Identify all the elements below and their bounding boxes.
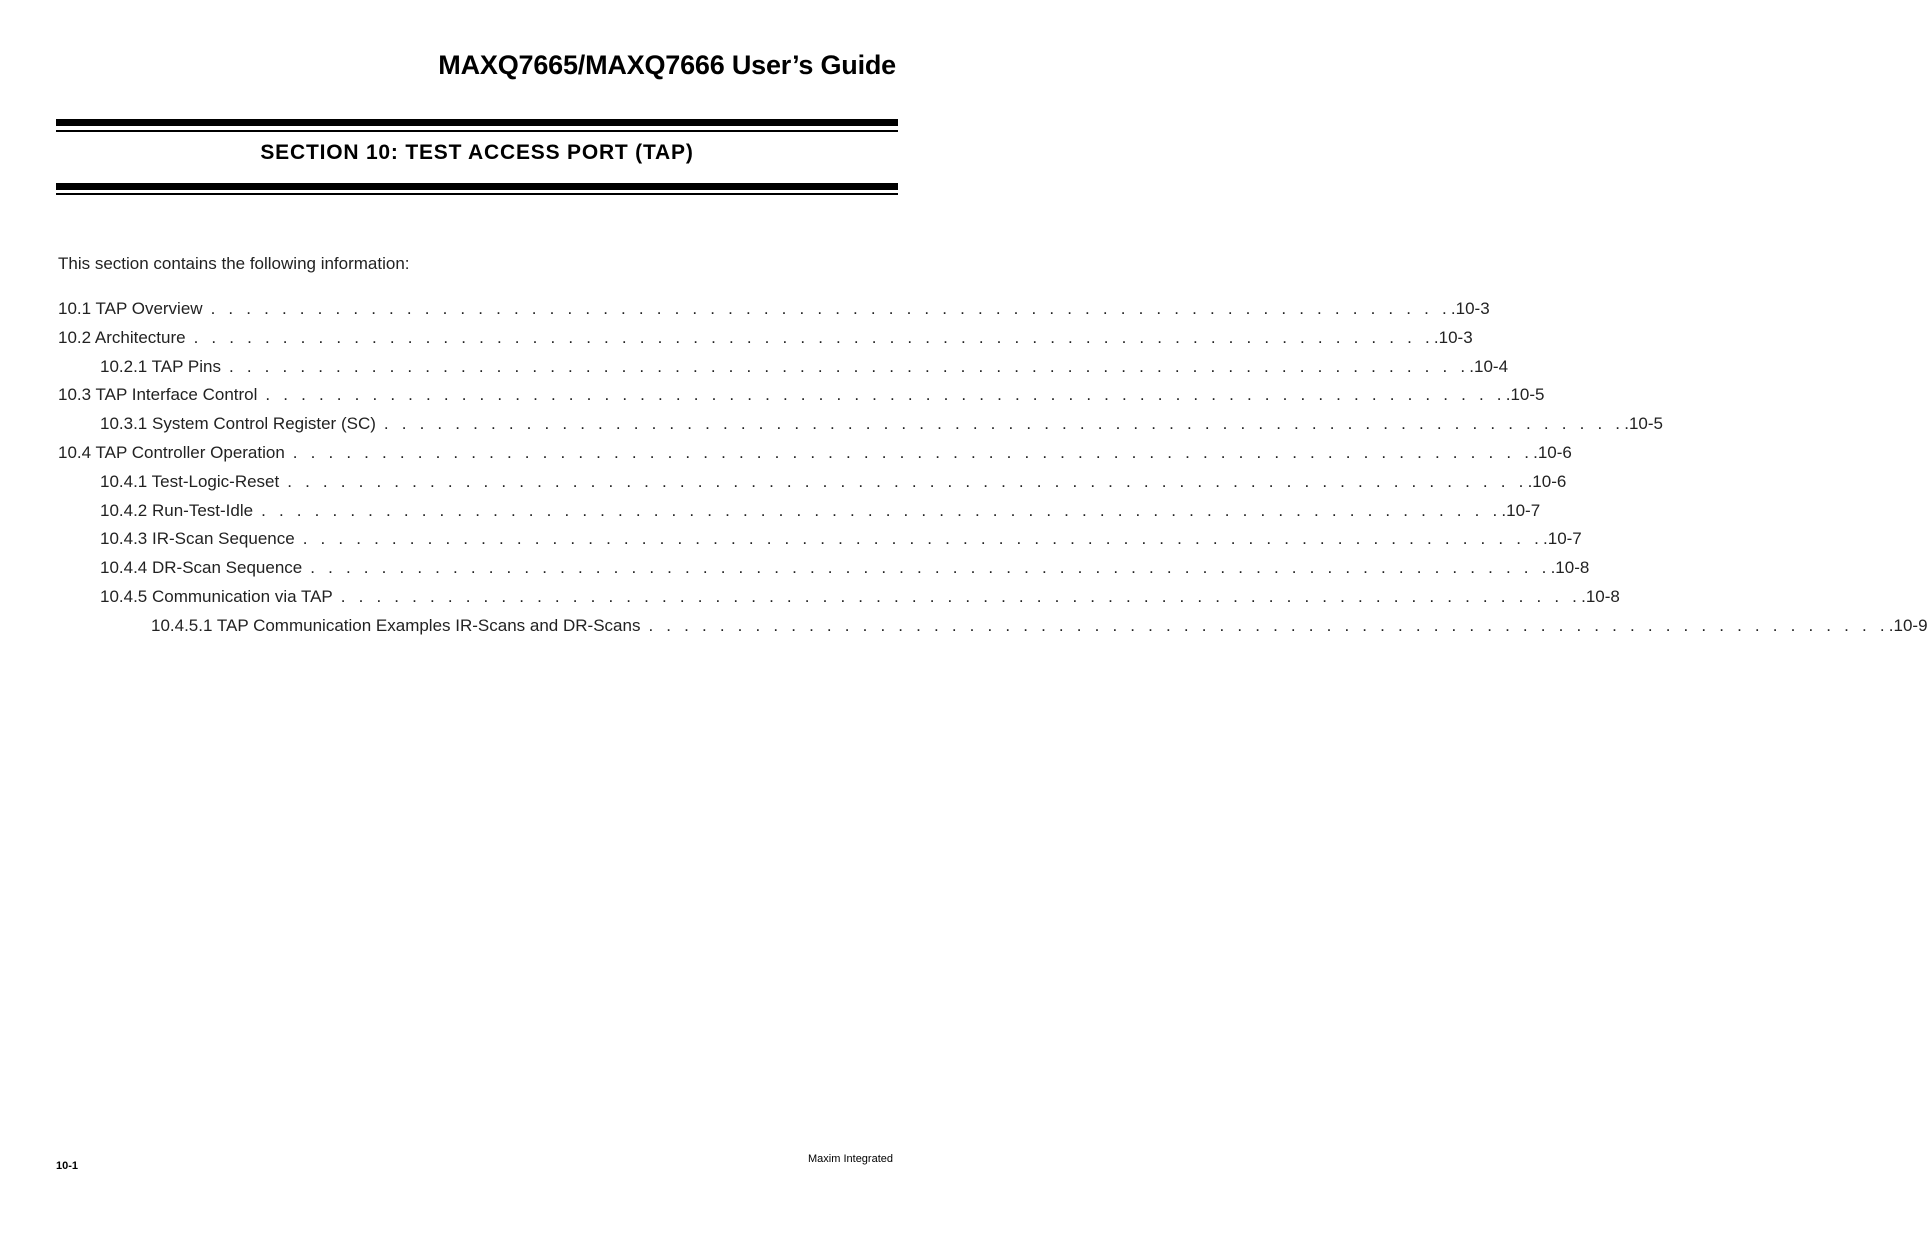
toc-entry-10-1[interactable]: [58, 299, 1490, 328]
toc-entry-page: .10-7: [1501, 500, 1541, 520]
toc-dot-leader: . . . . . . . . . . . . . . . . . . . . . . . . . . . . . . . . . . . . . . . . . . . . . . . . . . . . . . . . . . . . . . . . . . . . . .: [648, 615, 1889, 635]
heading-rule-top-thick: [56, 119, 898, 126]
heading-rule-bottom-thin: [56, 193, 898, 195]
table-of-contents: [58, 299, 1928, 645]
toc-dot-leader: . . . . . . . . . . . . . . . . . . . . . . . . . . . . . . . . . . . . . . . . . . . . . . . . . . . . . . . . . . . . . . . . . . . . . .: [340, 586, 1582, 606]
footer-page-number: 10-1: [56, 1160, 79, 1172]
toc-dot-leader: . . . . . . . . . . . . . . . . . . . . . . . . . . . . . . . . . . . . . . . . . . . . . . . . . . . . . . . . . . . . . . . . . . . . . .: [287, 471, 1528, 491]
toc-dot-leader: . . . . . . . . . . . . . . . . . . . . . . . . . . . . . . . . . . . . . . . . . . . . . . . . . . . . . . . . . . . . . . . . . . . . . .: [210, 299, 1451, 318]
toc-entry-label: 10.4 TAP Controller Operation: [58, 442, 285, 462]
toc-entry-10-4-5[interactable]: [58, 586, 1620, 616]
toc-entry-page: .10-5: [1505, 385, 1545, 405]
toc-entry-label: 10.4.5 Communication via TAP: [100, 586, 333, 606]
toc-entry-label: 10.4.4 DR-Scan Sequence: [100, 558, 303, 578]
footer-company: Maxim Integrated: [808, 1153, 893, 1165]
toc-dot-leader: . . . . . . . . . . . . . . . . . . . . . . . . . . . . . . . . . . . . . . . . . . . . . . . . . . . . . . . . . . . . . . . . . . . . . .: [261, 500, 1502, 520]
toc-dot-leader: . . . . . . . . . . . . . . . . . . . . . . . . . . . . . . . . . . . . . . . . . . . . . . . . . . . . . . . . . . . . . . . . . . . . . .: [228, 356, 1470, 376]
toc-entry-page: .10-6: [1533, 442, 1572, 462]
toc-entry-label: 10.4.2 Run-Test-Idle: [100, 500, 254, 520]
toc-entry-page: .10-7: [1543, 529, 1582, 549]
toc-entry-10-3-1[interactable]: [58, 414, 1663, 443]
toc-entry-page: .10-8: [1550, 558, 1590, 578]
toc-entry-10-4[interactable]: [58, 442, 1572, 472]
toc-entry-label: 10.3 TAP Interface Control: [58, 385, 258, 405]
heading-rule-top-thin: [56, 130, 898, 132]
toc-entry-label: 10.4.1 Test-Logic-Reset: [100, 471, 280, 491]
toc-entry-10-3[interactable]: [58, 385, 1545, 414]
toc-dot-leader: . . . . . . . . . . . . . . . . . . . . . . . . . . . . . . . . . . . . . . . . . . . . . . . . . . . . . . . . . . . . . . . . . . . . . .: [310, 558, 1551, 578]
toc-dot-leader: . . . . . . . . . . . . . . . . . . . . . . . . . . . . . . . . . . . . . . . . . . . . . . . . . . . . . . . . . . . . . . . . . . . . . .: [302, 529, 1544, 549]
document-title: MAXQ7665/MAXQ7666 User’s Guide: [438, 50, 896, 80]
toc-dot-leader: . . . . . . . . . . . . . . . . . . . . . . . . . . . . . . . . . . . . . . . . . . . . . . . . . . . . . . . . . . . . . . . . . . . . . .: [383, 414, 1625, 434]
toc-dot-leader: . . . . . . . . . . . . . . . . . . . . . . . . . . . . . . . . . . . . . . . . . . . . . . . . . . . . . . . . . . . . . . . . . . . . . .: [265, 385, 1506, 405]
toc-entry-10-2[interactable]: [58, 327, 1473, 357]
toc-entry-label: 10.2 Architecture: [58, 327, 186, 347]
toc-entry-10-2-1[interactable]: [58, 356, 1509, 386]
section-heading: SECTION 10: TEST ACCESS PORT (TAP): [260, 141, 694, 164]
toc-entry-label: 10.1 TAP Overview: [58, 299, 203, 318]
toc-entry-page: .10-9: [1888, 615, 1928, 635]
toc-entry-page: .10-8: [1581, 586, 1620, 606]
toc-entry-page: .10-3: [1433, 327, 1473, 347]
toc-entry-10-4-3[interactable]: [58, 529, 1582, 558]
toc-entry-page: .10-6: [1527, 471, 1567, 491]
toc-entry-10-4-2[interactable]: [58, 500, 1541, 530]
toc-entry-label: 10.4.5.1 TAP Communication Examples IR-Scans and DR-Scans: [151, 615, 641, 635]
toc-entry-label: 10.4.3 IR-Scan Sequence: [100, 529, 295, 549]
heading-rule-bottom-thick: [56, 183, 898, 190]
toc-dot-leader: . . . . . . . . . . . . . . . . . . . . . . . . . . . . . . . . . . . . . . . . . . . . . . . . . . . . . . . . . . . . . . . . . . . . . .: [193, 327, 1434, 347]
toc-entry-10-4-5-1[interactable]: [58, 615, 1928, 645]
toc-entry-10-4-1[interactable]: [58, 471, 1567, 501]
toc-entry-page: .10-3: [1450, 299, 1490, 318]
intro-text: This section contains the following information:: [58, 254, 410, 273]
toc-entry-label: 10.3.1 System Control Register (SC): [100, 414, 376, 434]
toc-entry-page: .10-5: [1624, 414, 1663, 434]
toc-entry-page: .10-4: [1469, 356, 1509, 376]
toc-entry-label: 10.2.1 TAP Pins: [100, 356, 221, 376]
toc-entry-10-4-4[interactable]: [58, 558, 1590, 587]
toc-dot-leader: . . . . . . . . . . . . . . . . . . . . . . . . . . . . . . . . . . . . . . . . . . . . . . . . . . . . . . . . . . . . . . . . . . . . . .: [292, 442, 1534, 462]
